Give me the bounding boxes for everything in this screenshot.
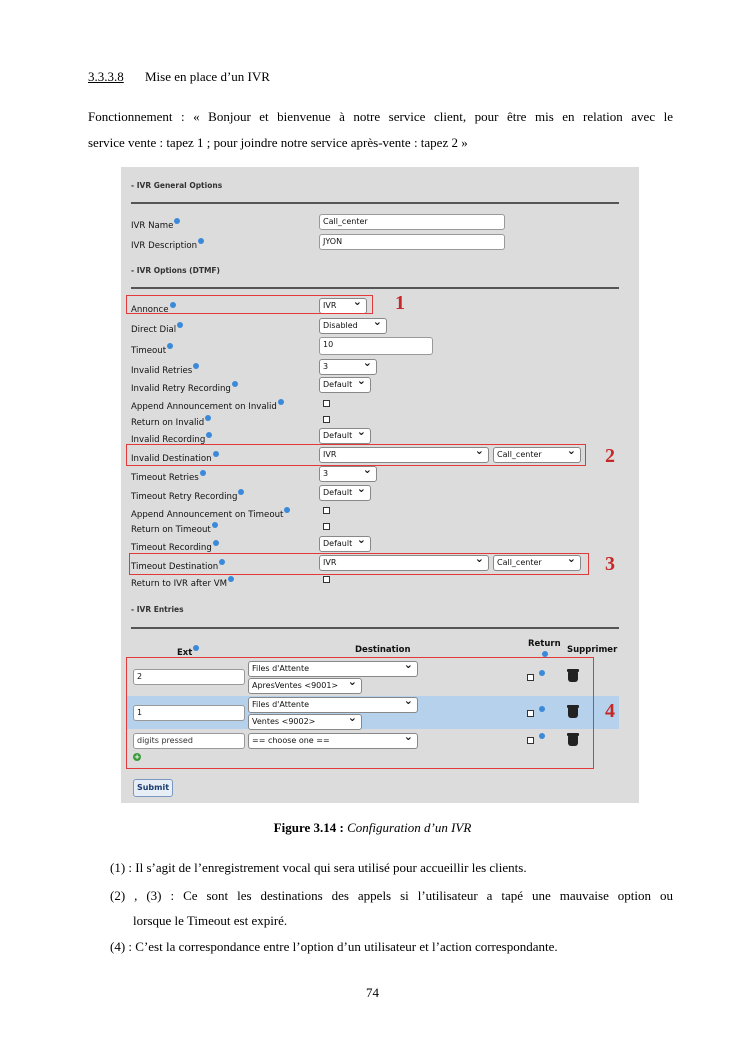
help-icon[interactable]: [200, 470, 206, 476]
timeout-destination-select[interactable]: IVR ⌄: [319, 555, 489, 571]
help-icon[interactable]: [228, 576, 234, 582]
highlight-box-4: [126, 657, 594, 769]
ivr-description-input[interactable]: JYON: [319, 234, 505, 250]
highlight-box-1: [126, 295, 373, 314]
append-timeout-checkbox[interactable]: [323, 507, 330, 514]
intro-line-2: service vente : tapez 1 ; pour joindre notre service après-vente : tapez 2 »: [88, 135, 468, 150]
column-return: Return: [528, 639, 561, 649]
ivr-name-label: IVR Name: [131, 218, 180, 231]
section-number: 3.3.3.8: [88, 69, 124, 84]
entry-ext-input[interactable]: 2: [133, 669, 245, 685]
divider: [131, 287, 619, 289]
column-ext: Ext: [177, 645, 199, 658]
return-invalid-label: Return on Invalid: [131, 415, 211, 428]
marker-4: 4: [605, 700, 615, 722]
timeout-destination-target-select[interactable]: Call_center ⌄: [493, 555, 581, 571]
timeout-retries-select[interactable]: 3 ⌄: [319, 466, 377, 482]
add-entry-icon[interactable]: +: [134, 753, 140, 761]
entry-ext-input[interactable]: digits pressed: [133, 733, 245, 749]
help-icon[interactable]: [212, 522, 218, 528]
highlight-box-2: [126, 444, 586, 466]
help-icon[interactable]: [206, 432, 212, 438]
invalid-destination-label: Invalid Destination: [131, 451, 219, 464]
invalid-recording-label: Invalid Recording: [131, 432, 212, 445]
note-2-continued: lorsque le Timeout est expiré.: [133, 913, 288, 928]
ivr-entries-header: - IVR Entries: [131, 605, 184, 614]
entry-destination-select[interactable]: == choose one == ⌄: [248, 733, 418, 749]
timeout-input[interactable]: 10: [319, 337, 433, 355]
invalid-destination-target-select[interactable]: Call_center ⌄: [493, 447, 581, 463]
timeout-retries-label: Timeout Retries: [131, 470, 206, 483]
timeout-label: Timeout: [131, 343, 173, 356]
help-icon[interactable]: [198, 238, 204, 244]
help-icon[interactable]: [193, 363, 199, 369]
direct-dial-select[interactable]: Disabled ⌄: [319, 318, 387, 334]
timeout-retry-recording-select[interactable]: Default ⌄: [319, 485, 371, 501]
annonce-label: Annonce: [131, 302, 176, 315]
help-icon[interactable]: [167, 343, 173, 349]
timeout-recording-select[interactable]: Default ⌄: [319, 536, 371, 552]
help-icon[interactable]: [232, 381, 238, 387]
ivr-description-label: IVR Description: [131, 238, 204, 251]
help-icon[interactable]: [193, 645, 199, 651]
highlight-box-3: [129, 553, 589, 575]
note-1: (1) : Il s’agit de l’enregistrement vocal qui sera utilisé pour accueillir les clients.: [110, 860, 527, 875]
entry-ext-input[interactable]: 1: [133, 705, 245, 721]
intro-line-1: Fonctionnement : « Bonjour et bienvenue à notre service client, pour être mis en relation avec le: [88, 109, 673, 124]
note-2: (2) , (3) : Ce sont les destinations des appels si l’utilisateur a tapé une mauvaise option ou: [110, 888, 673, 903]
append-timeout-label: Append Announcement on Timeout: [131, 507, 290, 520]
help-icon[interactable]: [174, 218, 180, 224]
caption-label: Figure 3.14 :: [273, 820, 344, 835]
ivr-options-header: - IVR Options (DTMF): [131, 266, 220, 275]
help-icon[interactable]: [238, 489, 244, 495]
ivr-name-input[interactable]: Call_center: [319, 214, 505, 230]
ivr-screenshot: [121, 167, 639, 803]
invalid-retry-recording-label: Invalid Retry Recording: [131, 381, 238, 394]
note-3: (4) : C’est la correspondance entre l’option d’un utilisateur et l’action correspondante.: [110, 939, 558, 954]
invalid-recording-select[interactable]: Default ⌄: [319, 428, 371, 444]
entry-destination-select[interactable]: Files d'Attente ⌄: [248, 661, 418, 677]
submit-button[interactable]: Submit: [133, 779, 173, 797]
entry-destination-select[interactable]: Files d'Attente ⌄: [248, 697, 418, 713]
timeout-destination-label: Timeout Destination: [131, 559, 225, 572]
marker-1: 1: [395, 292, 405, 314]
timeout-recording-label: Timeout Recording: [131, 540, 219, 553]
entry-target-select[interactable]: Ventes <9002> ⌄: [248, 714, 362, 730]
annonce-select[interactable]: IVR ⌄: [319, 298, 367, 314]
column-supprimer: Supprimer: [567, 645, 618, 655]
timeout-retry-recording-label: Timeout Retry Recording: [131, 489, 244, 502]
append-invalid-checkbox[interactable]: [323, 400, 330, 407]
invalid-retries-label: Invalid Retries: [131, 363, 199, 376]
return-timeout-checkbox[interactable]: [323, 523, 330, 530]
divider: [131, 202, 619, 204]
append-invalid-label: Append Announcement on Invalid: [131, 399, 284, 412]
help-icon[interactable]: [205, 415, 211, 421]
divider: [131, 627, 619, 629]
return-timeout-label: Return on Timeout: [131, 522, 218, 535]
general-options-header: - IVR General Options: [131, 181, 223, 190]
invalid-retries-select[interactable]: 3 ⌄: [319, 359, 377, 375]
caption-text: Configuration d’un IVR: [347, 820, 472, 835]
help-icon[interactable]: [213, 540, 219, 546]
help-icon[interactable]: [177, 322, 183, 328]
figure-caption: [0, 820, 745, 836]
page-number: 74: [366, 985, 379, 1000]
return-ivr-vm-checkbox[interactable]: [323, 576, 330, 583]
column-destination: Destination: [355, 645, 411, 655]
help-icon[interactable]: [278, 399, 284, 405]
section-title: Mise en place d’un IVR: [145, 69, 270, 84]
return-invalid-checkbox[interactable]: [323, 416, 330, 423]
return-ivr-vm-label: Return to IVR after VM: [131, 576, 234, 589]
entry-target-select[interactable]: ApresVentes <9001> ⌄: [248, 678, 362, 694]
marker-2: 2: [605, 445, 615, 467]
invalid-destination-select[interactable]: IVR ⌄: [319, 447, 489, 463]
invalid-retry-recording-select[interactable]: Default ⌄: [319, 377, 371, 393]
direct-dial-label: Direct Dial: [131, 322, 183, 335]
marker-3: 3: [605, 553, 615, 575]
help-icon[interactable]: [284, 507, 290, 513]
